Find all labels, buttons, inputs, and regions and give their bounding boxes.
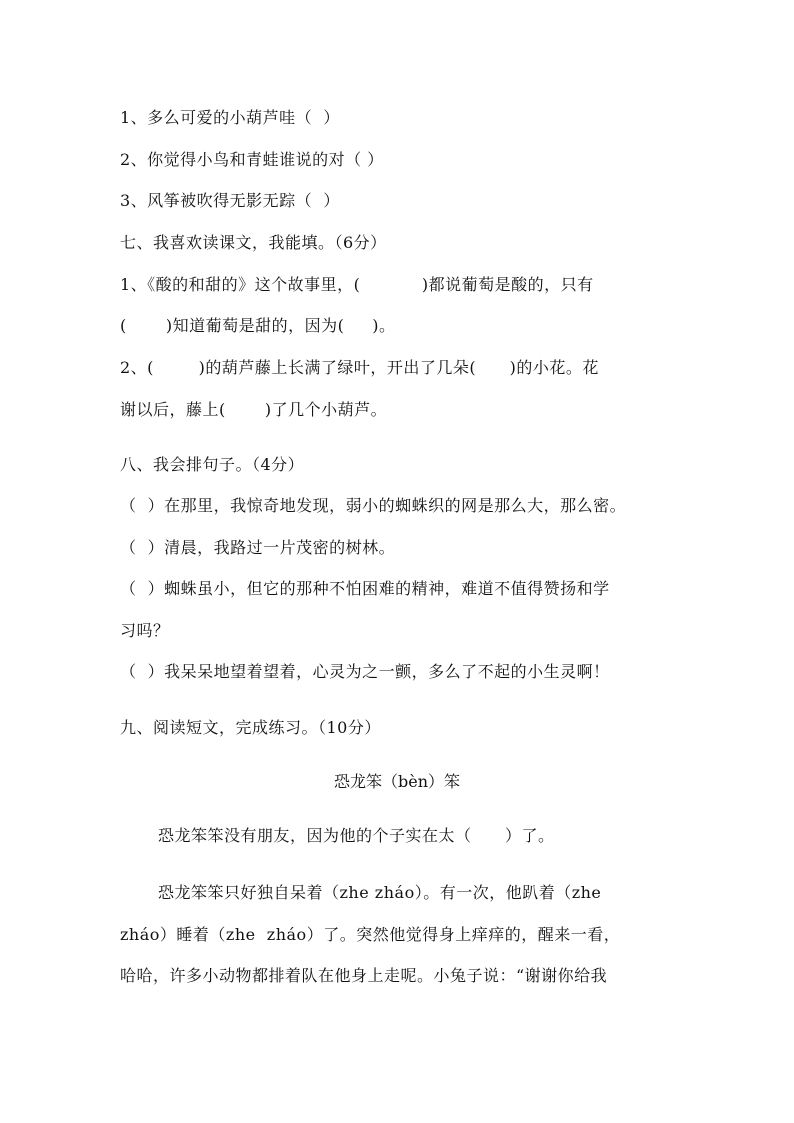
section-9-heading: 九、阅读短文，完成练习。（10分） (120, 718, 381, 737)
passage-title: 恐龙笨（bèn）笨 (333, 772, 461, 791)
sentence-ordering-item-3: （ ）蜘蛛虽小，但它的那种不怕困难的精神，难道不值得赞扬和学 (120, 579, 610, 598)
passage-paragraph-2-line-1: 恐龙笨笨只好独自呆着（zhe zháo）。有一次，他趴着（zhe (158, 883, 602, 902)
passage-paragraph-2-line-2: zháo）睡着（zhe zháo）了。突然他觉得身上痒痒的，醒来一看， (120, 925, 621, 944)
passage-paragraph-1: 恐龙笨笨没有朋友，因为他的个子实在太（ ）了。 (158, 826, 555, 845)
sentence-ordering-item-2: （ ）清晨，我路过一片茂密的树林。 (120, 538, 396, 557)
question-6-3: 3、风筝被吹得无影无踪（ ） (120, 191, 340, 210)
question-6-1: 1、多么可爱的小葫芦哇（ ） (120, 108, 340, 127)
section-7-heading: 七、我喜欢读课文，我能填。（6分） (120, 233, 387, 252)
passage-paragraph-2-line-3: 哈哈，许多小动物都排着队在他身上走呢。小兔子说：“谢谢你给我 (120, 966, 608, 985)
question-7-1-line-2: ( )知道葡萄是甜的，因为( )。 (120, 316, 396, 335)
sentence-ordering-item-4: （ ）我呆呆地望着望着，心灵为之一颤，多么了不起的小生灵啊！ (120, 662, 610, 681)
question-7-1-line-1: 1、《酸的和甜的》这个故事里，( )都说葡萄是酸的，只有 (120, 275, 594, 294)
sentence-ordering-item-1: （ ）在那里，我惊奇地发现，弱小的蜘蛛织的网是那么大，那么密。 (120, 496, 627, 515)
question-7-2-line-1: 2、( )的葫芦藤上长满了绿叶，开出了几朵( )的小花。花 (120, 358, 599, 377)
section-8-heading: 八、我会排句子。（4分） (120, 455, 305, 474)
sentence-ordering-item-3-continued: 习吗？ (120, 621, 170, 640)
question-7-2-line-2: 谢以后，藤上( )了几个小葫芦。 (120, 400, 388, 419)
question-6-2: 2、你觉得小鸟和青蛙谁说的对（ ） (120, 150, 384, 169)
